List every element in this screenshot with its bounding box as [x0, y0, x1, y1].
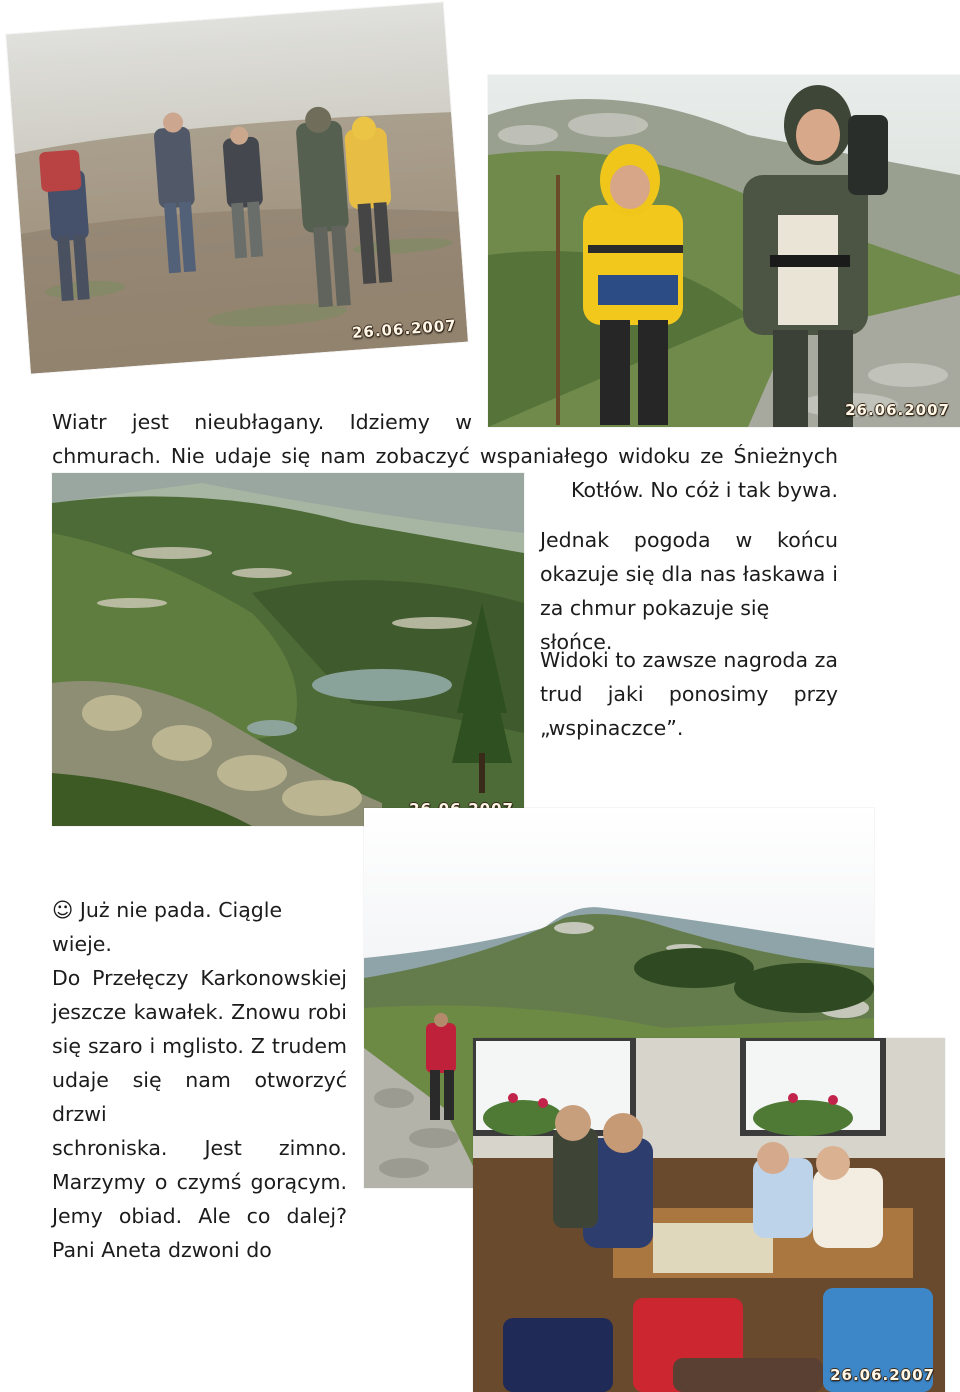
paragraph-views	[540, 643, 838, 745]
smiley-icon: ☺	[52, 898, 74, 922]
photo-valley-lakes	[52, 473, 524, 826]
paragraph-pass-line-3: jeszcze kawałek. Znowu robi	[52, 1000, 347, 1024]
photo-hostel-interior	[473, 1038, 945, 1392]
photo-valley-lakes-image	[52, 473, 524, 826]
photo-hostel-interior-image	[473, 1038, 945, 1392]
paragraph-pass-line-9: Pani Aneta dzwoni do	[52, 1238, 272, 1262]
paragraph-wind-line-3: Kotłów. No cóż i tak bywa.	[571, 478, 838, 502]
photo-hikers-fog	[6, 2, 468, 373]
paragraph-pass	[52, 893, 347, 1267]
paragraph-pass-line-2: Do Przełęczy Karkonowskiej	[52, 966, 347, 990]
paragraph-views-line-1: Widoki to zawsze nagroda za	[540, 648, 838, 672]
photo-two-hikers-image	[488, 75, 960, 427]
photo-hikers-fog-image	[6, 2, 468, 373]
paragraph-weather	[540, 523, 838, 659]
word: jest	[131, 410, 169, 434]
paragraph-pass-line-1-text: Już nie pada. Ciągle wieje.	[52, 898, 283, 956]
paragraph-pass-line-6: schroniska. Jest zimno.	[52, 1136, 347, 1160]
paragraph-wind-line-1	[52, 405, 472, 439]
paragraph-views-line-2: trud jaki ponosimy przy	[540, 682, 838, 706]
word: Wiatr	[52, 410, 107, 434]
photo-date-stamp: 26.06.2007	[830, 1366, 935, 1384]
paragraph-pass-line-8: Jemy obiad. Ale co dalej?	[52, 1204, 347, 1228]
photo-date-stamp: 26.06.2007	[845, 401, 950, 419]
word: w	[455, 410, 472, 434]
photo-two-hikers	[488, 75, 960, 427]
word: Idziemy	[349, 410, 430, 434]
paragraph-pass-line-4: się szaro i mglisto. Z trudem	[52, 1034, 347, 1058]
paragraph-wind-line-2: chmurach. Nie udaje się nam zobaczyć wspaniałego widoku ze Śnieżnych	[52, 444, 838, 468]
photo-date-stamp: 26.06.2007	[351, 316, 458, 342]
paragraph-pass-line-7: Marzymy o czymś gorącym.	[52, 1170, 347, 1194]
paragraph-weather-line-3: za chmur pokazuje się słońce.	[540, 596, 770, 654]
paragraph-pass-line-1	[52, 893, 347, 961]
paragraph-views-line-3: „wspinaczce”.	[540, 716, 684, 740]
paragraph-pass-line-5: udaje się nam otworzyć drzwi	[52, 1068, 347, 1126]
paragraph-weather-line-2: okazuje się dla nas łaskawa i	[540, 562, 838, 586]
paragraph-weather-line-1: Jednak pogoda w końcu	[540, 528, 838, 552]
word: nieubłagany.	[194, 410, 325, 434]
